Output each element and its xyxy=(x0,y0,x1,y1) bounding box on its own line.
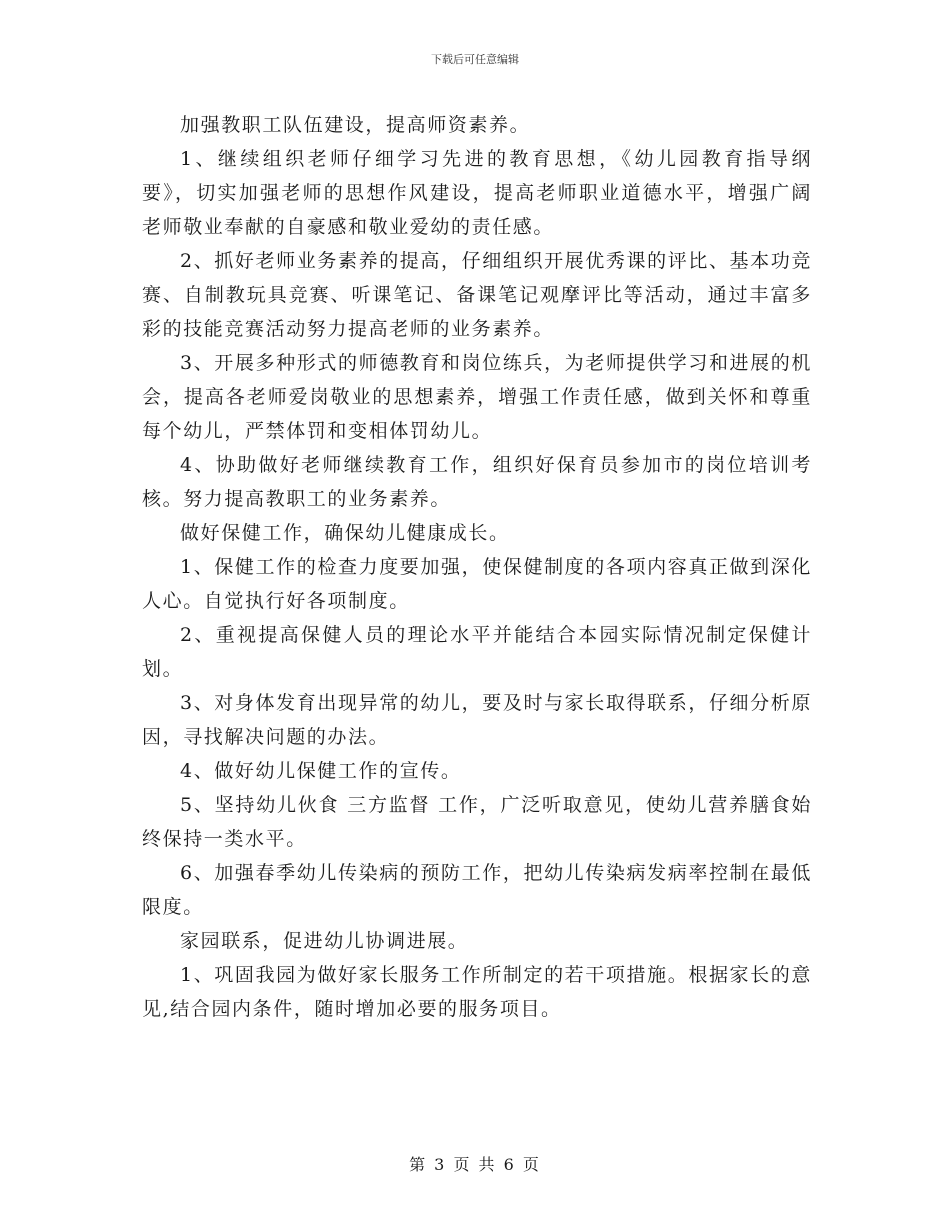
document-body xyxy=(142,108,812,1026)
paragraph: 2、抓好老师业务素养的提高，仔细组织开展优秀课的评比、基本功竞赛、自制教玩具竞赛、听课笔记、备课笔记观摩评比等活动，通过丰富多彩的技能竞赛活动努力提高老师的业务素养。 xyxy=(142,250,812,340)
paragraph: 2、重视提高保健人员的理论水平并能结合本园实际情况制定保健计划。 xyxy=(142,624,812,680)
paragraph: 3、对身体发育出现异常的幼儿，要及时与家长取得联系，仔细分析原因，寻找解决问题的办法。 xyxy=(142,692,812,748)
paragraph: 3、开展多种形式的师德教育和岗位练兵，为老师提供学习和进展的机会，提高各老师爱岗敬业的思想素养，增强工作责任感，做到关怀和尊重每个幼儿，严禁体罚和变相体罚幼儿。 xyxy=(142,352,812,442)
paragraph: 5、坚持幼儿伙食 三方监督 工作，广泛听取意见，使幼儿营养膳食始终保持一类水平。 xyxy=(142,794,812,850)
paragraph: 1、巩固我园为做好家长服务工作所制定的若干项措施。根据家长的意见,结合园内条件，随时增加必要的服务项目。 xyxy=(142,964,812,1020)
paragraph-section-heading-health: 做好保健工作，确保幼儿健康成长。 xyxy=(180,522,510,544)
paragraph: 1、继续组织老师仔细学习先进的教育思想，《幼儿园教育指导纲要》，切实加强老师的思想作风建设，提高老师职业道德水平，增强广阔老师敬业奉献的自豪感和敬业爱幼的责任感。 xyxy=(142,148,812,238)
paragraph: 4、协助做好老师继续教育工作，组织好保育员参加市的岗位培训考核。努力提高教职工的业务素养。 xyxy=(142,454,812,510)
page-number-footer: 第 3 页 共 6 页 xyxy=(409,1155,541,1174)
paragraph: 4、做好幼儿保健工作的宣传。 xyxy=(180,760,462,782)
paragraph: 6、加强春季幼儿传染病的预防工作，把幼儿传染病发病率控制在最低限度。 xyxy=(142,862,812,918)
paragraph-section-heading-family: 家园联系，促进幼儿协调进展。 xyxy=(180,930,469,952)
page-header: 下载后可任意编辑 xyxy=(431,53,519,66)
paragraph-section-heading-staff: 加强教职工队伍建设，提高师资素养。 xyxy=(180,114,531,136)
paragraph: 1、保健工作的检查力度要加强，使保健制度的各项内容真正做到深化人心。自觉执行好各项制度。 xyxy=(142,556,812,612)
